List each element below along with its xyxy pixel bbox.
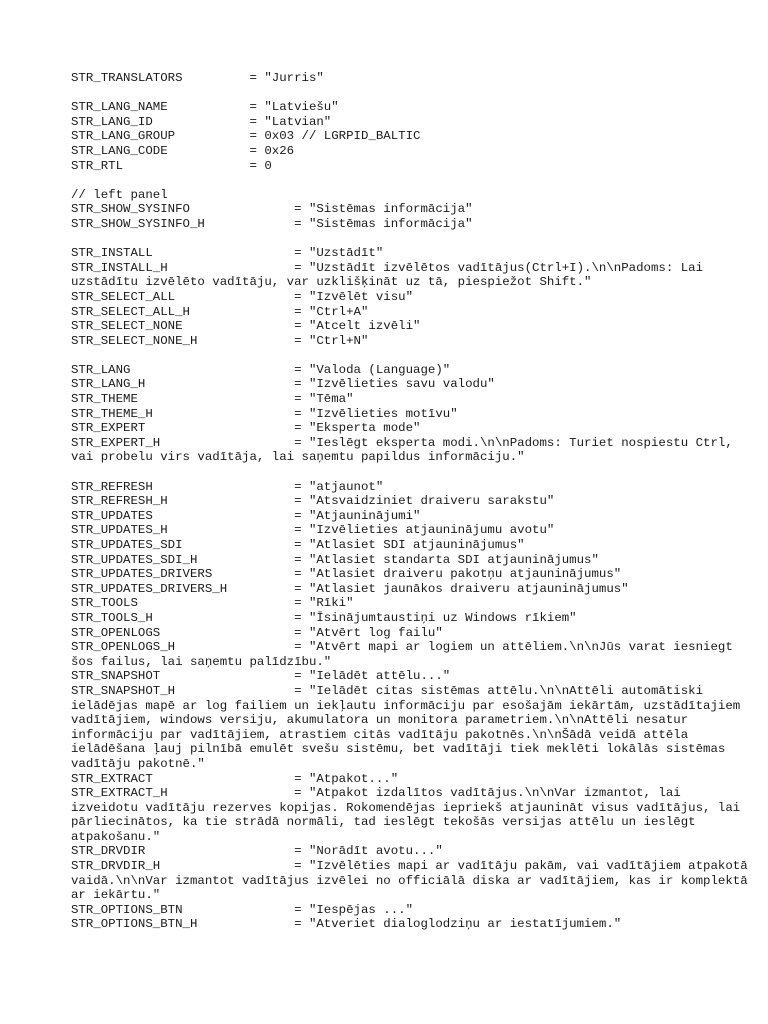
- string-definition-line: STR_SELECT_NONE_H = "Ctrl+N": [71, 333, 369, 348]
- string-definition-line: STR_RTL = 0: [71, 158, 272, 173]
- string-definition-line: STR_EXPERT = "Eksperta mode": [71, 421, 421, 436]
- string-definition-line: STR_REFRESH_H = "Atsvaidziniet draiveru sarakstu": [71, 494, 555, 509]
- string-definition-line: STR_INSTALL = "Uzstādīt": [71, 246, 384, 261]
- string-definition-line: STR_SHOW_SYSINFO_H = "Sistēmas informācija": [71, 216, 473, 231]
- string-definition-line: STR_UPDATES_H = "Izvēlieties atjauninājumu avotu": [71, 523, 555, 538]
- string-definition-line: STR_OPENLOGS = "Atvērt log failu": [71, 625, 443, 640]
- string-definition-line: STR_LANG_ID = "Latvian": [71, 114, 332, 129]
- blank-line: [71, 465, 751, 480]
- string-definition-line: STR_DRVDIR = "Norādīt avotu...": [71, 844, 443, 859]
- string-definition-line: STR_TOOLS_H = "Īsinājumtaustiņi uz Windows rīkiem": [71, 610, 577, 625]
- string-definition-line: STR_THEME = "Tēma": [71, 392, 354, 407]
- string-definition-line: STR_THEME_H = "Izvēlieties motīvu": [71, 406, 458, 421]
- string-definition-line: STR_INSTALL_H = "Uzstādīt izvēlētos vadītājus(Ctrl+I).\n\nPadoms: Lai uzstādītu izvēlēto vadītāju, var uzklišķināt uz tā, piespiežot Shift.": [71, 260, 711, 290]
- string-definition-line: STR_SHOW_SYSINFO = "Sistēmas informācija": [71, 202, 473, 217]
- string-definition-line: STR_SELECT_ALL_H = "Ctrl+A": [71, 304, 369, 319]
- string-definition-line: STR_OPENLOGS_H = "Atvērt mapi ar logiem un attēliem.\n\nJūs varat iesniegt šos failus, lai saņemtu palīdzību.": [71, 640, 741, 669]
- string-definition-line: STR_EXPERT_H = "Ieslēgt eksperta modi.\n\nPadoms: Turiet nospiestu Ctrl, vai probelu virs vadītāja, lai saņemtu papildus informāciju.": [71, 435, 741, 465]
- string-definition-line: STR_SELECT_ALL = "Izvēlēt visu": [71, 289, 414, 304]
- string-definition-line: STR_SELECT_NONE = "Atcelt izvēli": [71, 319, 421, 334]
- string-definition-line: STR_LANG_CODE = 0x26: [71, 143, 295, 158]
- comment-line: // left panel: [71, 187, 168, 202]
- string-definition-line: STR_EXTRACT_H = "Atpakot izdalītos vadītājus.\n\nVar izmantot, lai izveidotu vadītāju rezerves kopijas. Rokomendējas iepriekš atjaunināt visus vadītājus, lai pārliecinātos, ka tie strādā normāli, tad ieslēgt tekošās versijas attēlu un ieslēgt atpakošanu.": [71, 786, 748, 844]
- document-text: [71, 71, 756, 932]
- string-definition-line: STR_LANG_NAME = "Latviešu": [71, 100, 339, 115]
- string-definition-line: STR_TRANSLATORS = "Jurris": [71, 71, 324, 85]
- string-definition-line: STR_LANG_GROUP = 0x03 // LGRPID_BALTIC: [71, 129, 421, 144]
- string-definition-line: STR_SNAPSHOT = "Ielādēt attēlu...": [71, 669, 451, 684]
- string-definition-line: STR_UPDATES_SDI_H = "Atlasiet standarta SDI atjauninājumus": [71, 552, 599, 567]
- blank-line: [71, 173, 751, 188]
- string-definition-line: STR_SNAPSHOT_H = "Ielādēt citas sistēmas attēlu.\n\nAttēli automātiski ielādējas mapē ar log failiem un iekļautu informāciju par esošajām iekārtām, uzstādītajiem vadītājiem, windows versiju, akumulatora un monitora parametriem.\n\nAttēli nesatur informāciju par vadītājiem, atrastiem citās vadītāju pakotnēs.\n\nŠādā veidā attēla ielādēšana ļauj pilnībā emulēt svešu sistēmu, bet vadītāji tiek meklēti lokālās sistēmas vadītāju pakotnē.": [71, 683, 748, 771]
- string-definition-line: STR_OPTIONS_BTN_H = "Atveriet dialoglodziņu ar iestatījumiem.": [71, 917, 622, 932]
- string-definition-line: STR_UPDATES_SDI = "Atlasiet SDI atjauninājumus": [71, 538, 525, 552]
- blank-line: [71, 86, 751, 101]
- blank-line: [71, 232, 751, 247]
- string-definition-line: STR_OPTIONS_BTN = "Iespējas ...": [71, 902, 414, 917]
- string-definition-line: STR_UPDATES = "Atjauninājumi": [71, 508, 421, 523]
- string-definition-line: STR_TOOLS = "Rīki": [71, 596, 354, 611]
- string-definition-line: STR_UPDATES_DRIVERS = "Atlasiet draiveru pakotņu atjauninājumus": [71, 567, 622, 582]
- string-definition-line: STR_UPDATES_DRIVERS_H = "Atlasiet jaunākos draiveru atjauninājumus": [71, 581, 629, 596]
- string-definition-line: STR_LANG_H = "Izvēlieties savu valodu": [71, 377, 495, 392]
- string-definition-line: STR_REFRESH = "atjaunot": [71, 479, 384, 494]
- string-definition-line: STR_EXTRACT = "Atpakot...": [71, 771, 399, 786]
- string-definition-line: STR_DRVDIR_H = "Izvēlēties mapi ar vadītāju pakām, vai vadītājiem atpakotā vaidā.\n\nVar izmantot vadītājus izvēlei no officiālā diska ar vadītājiem, kas ir komplektā ar iekārtu.": [71, 859, 756, 903]
- blank-line: [71, 348, 751, 363]
- string-definition-line: STR_LANG = "Valoda (Language)": [71, 362, 451, 377]
